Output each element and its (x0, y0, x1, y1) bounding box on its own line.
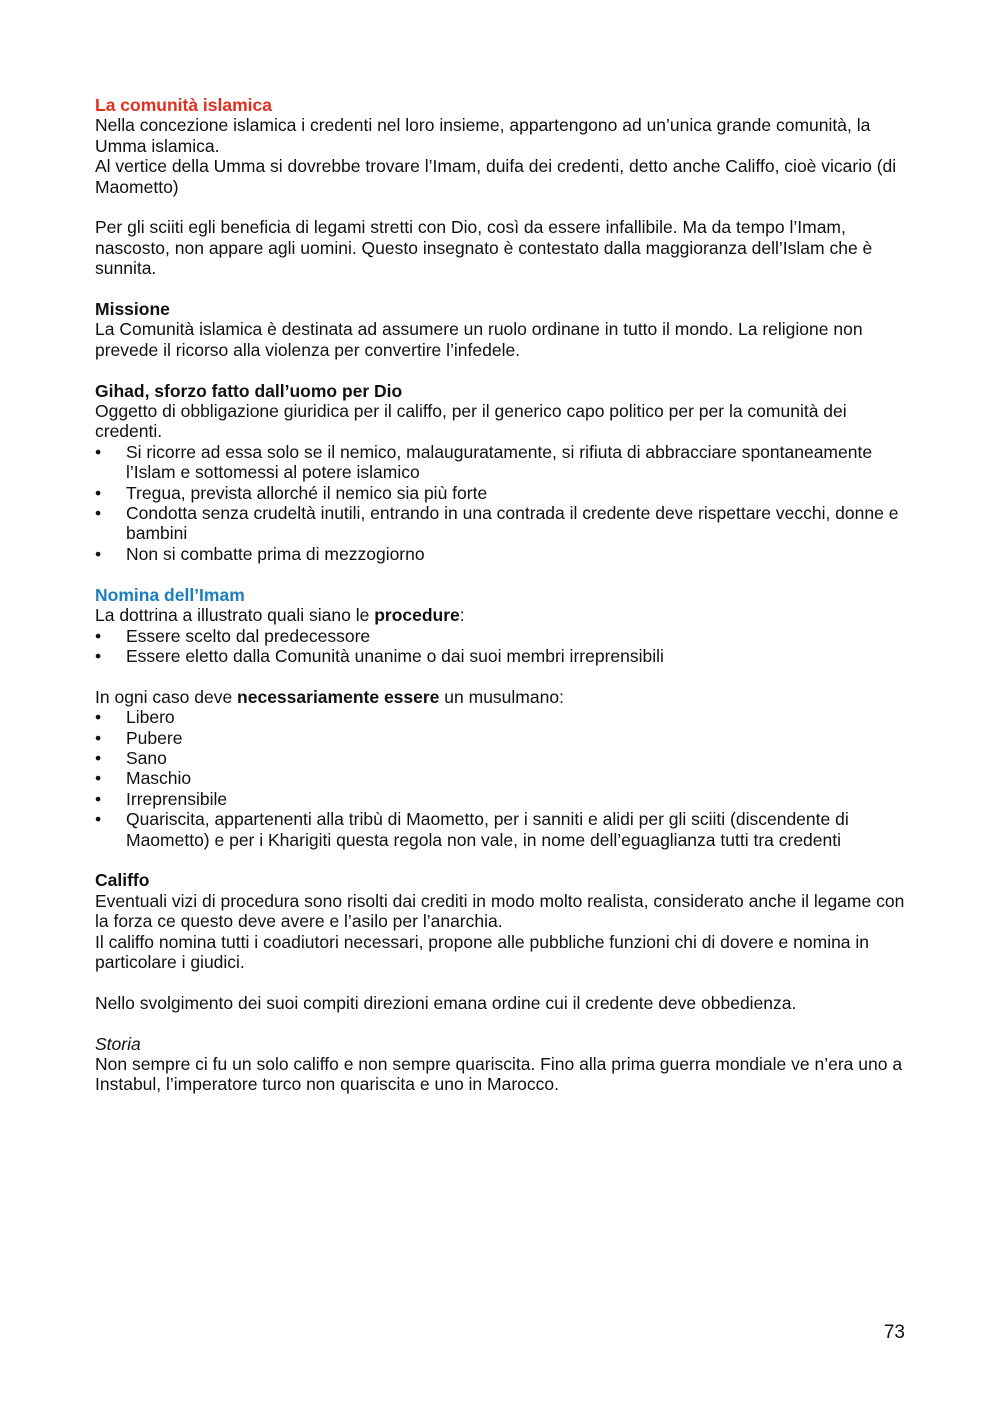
document-page (95, 95, 907, 1095)
list-item (95, 503, 907, 544)
paragraph (95, 687, 907, 707)
paragraph: La Comunità islamica è destinata ad assumere un ruolo ordinane in tutto il mondo. La religione non prevede il ricorso alla violenza per convertire l’infedele. (95, 319, 863, 360)
text-run: : (459, 605, 465, 626)
list-item-text: Libero (126, 707, 175, 728)
list-item-text: Maschio (126, 768, 192, 789)
bullet-icon: • (95, 747, 102, 768)
list-item-text: Irreprensibile (126, 788, 228, 809)
list-item (95, 748, 907, 768)
bullet-icon: • (95, 707, 102, 728)
section-title-nomina: Nomina dell’Imam (95, 584, 245, 605)
list-item-text: Condotta senza crudeltà inutili, entrando in una contrada il credente deve rispettare vecchi, donne e bambini (126, 503, 899, 544)
text-run: In ogni caso deve (95, 686, 238, 707)
list-item (95, 809, 907, 850)
paragraph: Il califfo nomina tutti i coadiutori necessari, propone alle pubbliche funzioni chi di dovere e nomina in particolare i giudici. (95, 931, 870, 972)
paragraph (95, 605, 907, 625)
list-item-text: Sano (126, 747, 167, 768)
paragraph: Per gli sciiti egli beneficia di legami stretti con Dio, così da essere infallibile. Ma da tempo l’Imam, nascosto, non appare agli uomini. Questo insegnato è contestato dalla maggioranza dell’Islam che è sunnita. (95, 217, 873, 279)
list-item-text: Essere scelto dal predecessore (126, 625, 371, 646)
bold-text: necessariamente essere (237, 686, 440, 707)
list-item-text: Si ricorre ad essa solo se il nemico, malauguratamente, si rifiuta di abbracciare spontaneamente l’Islam e sottomessi al potere islamico (126, 441, 873, 483)
paragraph: Oggetto di obbligazione giuridica per il califfo, per il generico capo politico per per la comunità dei credenti. (95, 401, 847, 442)
bullet-icon: • (95, 645, 102, 666)
bullet-icon: • (95, 543, 102, 564)
section-title-califfo: Califfo (95, 870, 150, 891)
paragraph: Al vertice della Umma si dovrebbe trovare l’Imam, duifa dei credenti, detto anche Califfo, cioè vicario (di Maometto) (95, 156, 897, 197)
bullet-icon: • (95, 809, 102, 830)
bullet-icon: • (95, 441, 102, 462)
section-title-missione: Missione (95, 299, 170, 320)
list-item-text: Pubere (126, 727, 183, 748)
list-item-text: Quariscita, appartenenti alla tribù di Maometto, per i sanniti e alidi per gli sciiti (discendente di Maometto) e per i Kharigiti questa regola non vale, in nome dell’eguaglianza tutti tra credenti (126, 809, 849, 850)
list-item (95, 728, 907, 748)
list-item (95, 626, 907, 646)
list-item (95, 544, 907, 564)
paragraph: Eventuali vizi di procedura sono risolti dai crediti in modo molto realista, considerato anche il legame con la forza ce questo deve avere e l’asilo per l’anarchia. (95, 890, 905, 932)
list-item (95, 483, 907, 503)
section-title-gihad: Gihad, sforzo fatto dall’uomo per Dio (95, 380, 403, 401)
section-title-storia: Storia (95, 1033, 141, 1054)
bullet-icon: • (95, 788, 102, 809)
bullet-icon: • (95, 625, 102, 646)
list-item (95, 442, 907, 483)
bullet-icon: • (95, 768, 102, 789)
list-item-text: Non si combatte prima di mezzogiorno (126, 543, 425, 564)
list-item (95, 789, 907, 809)
text-run: La dottrina a illustrato quali siano le (95, 605, 375, 626)
bold-text: procedure (374, 605, 460, 626)
gihad-list (95, 442, 907, 564)
list-item-text: Tregua, prevista allorché il nemico sia più forte (126, 482, 488, 503)
list-item (95, 707, 907, 727)
paragraph: Non sempre ci fu un solo califfo e non sempre quariscita. Fino alla prima guerra mondiale ve n’era uno a Instabul, l’imperatore turco non quariscita e uno in Marocco. (95, 1053, 903, 1095)
list-item (95, 646, 907, 666)
bullet-icon: • (95, 727, 102, 748)
page-number: 73 (883, 1322, 905, 1343)
list-item-text: Essere eletto dalla Comunità unanime o dai suoi membri irreprensibili (126, 645, 664, 666)
procedure-list (95, 626, 907, 667)
bullet-icon: • (95, 503, 102, 524)
section-title-comunita: La comunità islamica (95, 95, 273, 115)
list-item (95, 768, 907, 788)
paragraph: Nello svolgimento dei suoi compiti direzioni emana ordine cui il credente deve obbedienza. (95, 992, 797, 1013)
text-run: un musulmano: (439, 686, 564, 707)
paragraph: Nella concezione islamica i credenti nel loro insieme, appartengono ad un’unica grande comunità, la Umma islamica. (95, 115, 871, 156)
bullet-icon: • (95, 482, 102, 503)
requirements-list (95, 707, 907, 850)
